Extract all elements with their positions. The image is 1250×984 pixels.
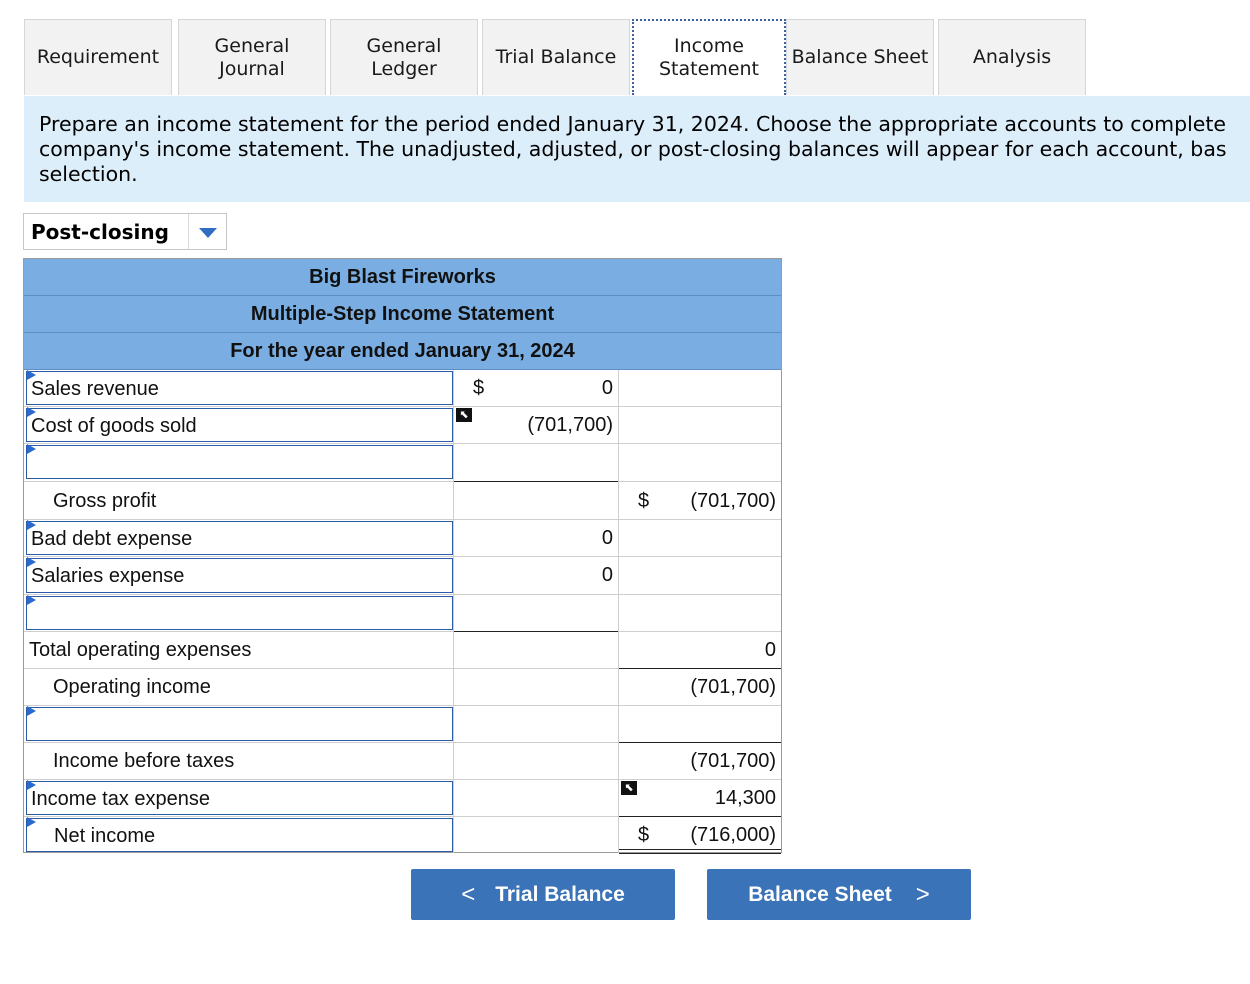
dropdown-marker-icon	[27, 407, 36, 417]
statement-title: Multiple-Step Income Statement	[24, 296, 781, 333]
instructions-text: Prepare an income statement for the period ended January 31, 2024. Choose the appropriate accounts to complete company's income statement. The unadjusted, adjusted, or post-closing balances will appear for each account, bas selection.	[24, 96, 1250, 202]
total-cell	[618, 444, 781, 481]
row-bad-debt-expense	[24, 520, 781, 557]
tab-label: Income Statement	[659, 35, 759, 80]
total-cell	[618, 520, 781, 556]
undo-arrow-icon[interactable]: ⬉	[621, 781, 637, 795]
account-select-bad-debt[interactable]	[26, 521, 453, 555]
amount-cell	[453, 444, 618, 481]
amount-value: (701,700)	[527, 414, 613, 436]
total-value: (701,700)	[690, 750, 776, 772]
account-label: Income tax expense	[31, 788, 210, 810]
amount-value: 0	[601, 564, 613, 586]
tab-label: Analysis	[972, 46, 1052, 68]
row-operating-income	[24, 669, 781, 706]
tab-analysis[interactable]	[938, 19, 1086, 95]
row-income-tax-expense	[24, 780, 781, 817]
next-button-label: Balance Sheet	[748, 882, 892, 906]
account-label: Net income	[54, 825, 156, 847]
tab-requirement[interactable]	[24, 19, 172, 95]
tab-label: General Journal	[214, 34, 290, 80]
row-salaries-expense	[24, 557, 781, 595]
amount-cell	[453, 632, 618, 668]
chevron-down-icon	[199, 228, 217, 238]
dollar-sign: $	[638, 490, 650, 512]
dropdown-marker-icon	[27, 557, 36, 567]
total-cell	[618, 482, 781, 519]
account-select-net-income[interactable]	[26, 818, 453, 852]
row-total-operating-expenses	[24, 632, 781, 669]
account-select-blank[interactable]	[26, 707, 453, 741]
dropdown-marker-icon	[27, 370, 36, 380]
select-divider	[188, 214, 189, 249]
dropdown-marker-icon	[27, 780, 36, 790]
tab-balance-sheet[interactable]	[786, 19, 934, 95]
amount-cell	[453, 706, 618, 742]
balance-type-value: Post-closing	[31, 220, 169, 244]
total-value: (716,000)	[690, 824, 776, 846]
amount-value: 0	[601, 377, 613, 399]
total-cell	[618, 669, 781, 705]
account-select-income-tax[interactable]	[26, 781, 453, 815]
prev-button-label: Trial Balance	[495, 882, 625, 906]
row-gross-profit	[24, 482, 781, 520]
tab-label: Trial Balance	[495, 46, 617, 68]
row-income-before-taxes	[24, 743, 781, 780]
total-value: (701,700)	[690, 676, 776, 698]
dropdown-marker-icon	[27, 595, 36, 605]
dropdown-marker-icon	[27, 444, 36, 454]
total-cell	[618, 557, 781, 594]
tab-trial-balance[interactable]	[482, 19, 630, 95]
amount-cell	[453, 407, 618, 443]
total-value: 14,300	[714, 787, 776, 809]
total-cell	[618, 370, 781, 406]
account-select-blank[interactable]	[26, 596, 453, 630]
amount-cell	[453, 780, 618, 816]
total-value: (701,700)	[690, 490, 776, 512]
total-cell	[618, 595, 781, 631]
account-select-sales-revenue[interactable]	[26, 371, 453, 405]
total-cell	[618, 817, 781, 853]
tab-label: Requirement	[36, 46, 160, 68]
total-cell	[618, 706, 781, 742]
operating-income-label: Operating income	[53, 676, 211, 698]
prev-trial-balance-button[interactable]	[411, 869, 675, 920]
income-statement-table	[23, 258, 782, 853]
tab-general-journal[interactable]	[178, 19, 326, 95]
total-cell	[618, 407, 781, 443]
income-before-taxes-label: Income before taxes	[53, 750, 235, 772]
double-underline	[619, 849, 781, 854]
tab-label: General Ledger	[366, 34, 442, 80]
row-net-income	[24, 817, 781, 854]
statement-period: For the year ended January 31, 2024	[24, 333, 781, 370]
account-select-blank[interactable]	[26, 445, 453, 479]
dollar-sign: $	[473, 377, 485, 399]
account-label: Cost of goods sold	[31, 415, 197, 437]
next-balance-sheet-button[interactable]	[707, 869, 971, 920]
chevron-left-icon: <	[461, 880, 476, 908]
row-blank-account	[24, 706, 781, 743]
total-value: 0	[764, 639, 776, 661]
total-opex-label: Total operating expenses	[29, 639, 252, 661]
amount-cell	[453, 817, 618, 853]
account-label: Bad debt expense	[31, 528, 193, 550]
account-label: Sales revenue	[31, 378, 159, 400]
tab-general-ledger[interactable]	[330, 19, 478, 95]
account-label: Salaries expense	[31, 565, 185, 587]
amount-cell	[453, 557, 618, 594]
gross-profit-label: Gross profit	[53, 490, 157, 512]
dropdown-marker-icon	[27, 520, 36, 530]
amount-cell	[453, 669, 618, 705]
tab-income-statement[interactable]	[632, 19, 786, 95]
balance-type-select[interactable]	[23, 213, 227, 250]
amount-cell	[453, 482, 618, 519]
tab-label: Balance Sheet	[791, 46, 929, 68]
dropdown-marker-icon	[27, 706, 36, 716]
dropdown-marker-icon	[27, 817, 36, 827]
total-cell	[618, 780, 781, 816]
amount-cell	[453, 370, 618, 406]
row-blank-account	[24, 595, 781, 632]
amount-cell	[453, 743, 618, 779]
account-select-salaries[interactable]	[26, 558, 453, 593]
amount-cell	[453, 520, 618, 556]
account-select-cogs[interactable]	[26, 408, 453, 442]
row-sales-revenue	[24, 370, 781, 407]
total-cell	[618, 632, 781, 668]
row-cost-of-goods-sold	[24, 407, 781, 444]
undo-arrow-icon[interactable]: ⬉	[456, 408, 472, 422]
amount-cell	[453, 595, 618, 631]
row-blank-account	[24, 444, 781, 482]
dollar-sign: $	[638, 824, 650, 846]
company-name: Big Blast Fireworks	[24, 259, 781, 296]
total-cell	[618, 743, 781, 779]
amount-value: 0	[601, 527, 613, 549]
chevron-right-icon: >	[915, 880, 930, 908]
